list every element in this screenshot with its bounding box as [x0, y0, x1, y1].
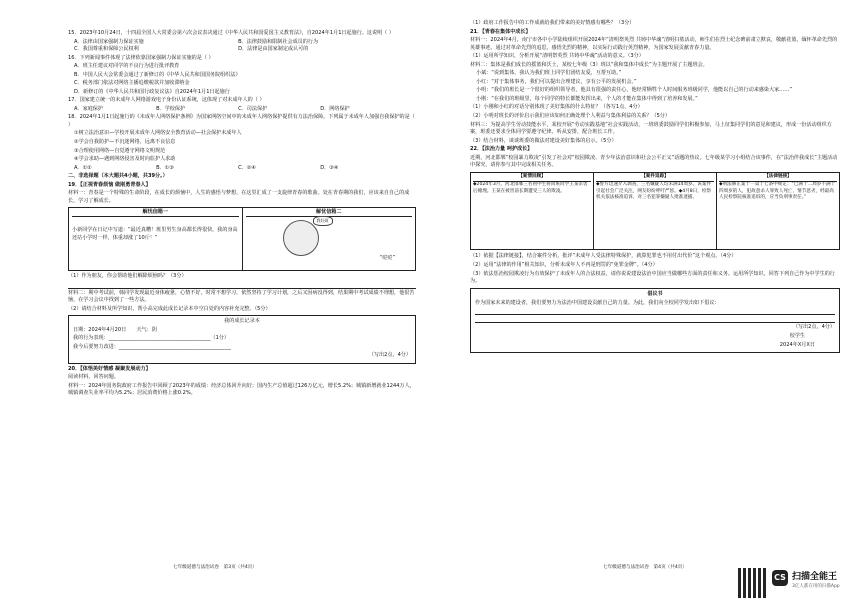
q18-option-b: B．①③ [156, 164, 174, 171]
q18-item-2: ②学会自我防护—不沉迷网络，远离不良信息 [74, 138, 176, 145]
acne-caption: “痘痘” [379, 254, 395, 261]
record-behavior: 我的行为表现：________________________________________（1分） [73, 335, 230, 342]
dialog-line: 小斌：“说到集体，我认为我们班上同学们团结友爱，互帮互助。” [476, 70, 622, 77]
q15-options [68, 39, 416, 54]
q18-option-d: D．③④ [320, 164, 339, 171]
q19-heading: 19．【正视青春烦恼 做刚勇青春人】 [68, 181, 151, 188]
case-table [470, 172, 840, 250]
growth-record [68, 315, 416, 364]
q19-sub1: （1）作为朋友，你会帮助他们解除烦恼吗？（3分） [68, 273, 187, 280]
advice-box-two [243, 208, 416, 270]
q15-option-a: A．法律由国家强制力保证实施 [74, 38, 144, 45]
q21-sub4: （3）结合材料，谈谈班委的做法对建设美好集体的启示。（5分） [470, 137, 617, 144]
record-behavior-score: （1分） [210, 335, 230, 342]
q16-option-a: A．班主任建议对同学的不良行为进行批评教育 [74, 63, 180, 70]
q19-material-two: 材料二：期中考试前，韩同学发现最近身体疲惫，心情不好，时常不想学习，依然坚持了学习计划，之后又因病没得到，结果期中考试成绩不理想，他很苦恼，在学习会议中找到了一些方法。 [68, 289, 415, 303]
advice-box-one [69, 208, 243, 270]
advice-box-two-title: 解忧信箱二 [246, 209, 413, 217]
dialog-line: 小明：“我们的班长是一个很好的组织领导者，他具有很强的责任心，他经常牺牲个人时间服务班级同学，他能以自己的行动来感染大家……” [476, 87, 793, 94]
q22-sub1: （1）依据【法律链接】，结合案件分析，批评“未成年人受法律特殊保护，就算犯罪也不用付出代价”这个观点。（4分） [470, 253, 737, 260]
dialog-line: 小刚：“在我们的班级里，每个同学的特长都能发挥出来，个人的才能在集体中得到了培养和发展。” [476, 95, 698, 102]
q17-option-d: D．网络保护 [320, 105, 350, 112]
q21-material-two: 材料二：集体是我们成长的摇篮和沃土，某校七年级（3）班以“我和集体中成长”为主题开展了主题班会。 [470, 61, 708, 68]
q21-material-one: 材料一：2024年4月，南宁市各中小学陆续组织开展2024年“清明祭英烈 共铸中华魂”清明扫墓活动，师生们在烈士纪念碑前肃立默哀，敬献花篮，缅怀革命先烈的英雄事迹。通过对革命先烈的追思，感悟先烈的精神，以实际行动践行英烈精神，为国家发展贡献青春力量。 [470, 37, 838, 51]
q18-option-c: C．②④ [238, 164, 256, 171]
law-link [717, 173, 839, 249]
record-date: 日期：2024年4月20日 [73, 326, 127, 333]
right-page [430, 0, 860, 608]
q18: 18．2024年1月1日起施行的《未成年人网络保护条例》为国家网络空间中的未成年人网络保护提供有力法治保障。下列属于未成年人加强自我保护的是（ ） [68, 114, 415, 128]
case-review-title: 【案情回顾】 [473, 174, 591, 182]
q17-option-b: B．学校保护 [156, 105, 186, 112]
q21-sub1: （1）运用所学知识，分析开展“清明祭英烈 共铸中华魂”活动的意义。（3分） [470, 53, 644, 60]
case-review [471, 173, 594, 249]
law-link-text: ◆刑法修正案十一第十七条中规定：“已满十二周岁不满十四周岁的人，犯故意杀人罪致人死亡，情节恶劣，经最高人民检察院核准追诉的，应当负刑事责任。” [719, 182, 836, 201]
speech-bubble: 我好烦 [313, 216, 333, 226]
q16: 16．下列新闻事件体现了法律依靠国家强制力保证实施的是（ ） [68, 54, 214, 61]
q22-sub3: （3）依法惩治校园欺凌行为有效保护了未成年人的合法权益，请你说说建设法治中国应当做哪些方面的责任和义务。运用所学知识，回答下列自己作为中学生的行为。 [470, 270, 835, 284]
q22-material: 近期，河北邯郸“校园暴力欺凌”引发了社会对“校园欺凌、青少年法治意识和社会公平正义”话题的热议。七年级某学习小组结合该事件，在“法治伴我成长”主题活动中探究，请你参与其中完成相关任务。 [470, 154, 838, 168]
q21-material-three: 材料三：为提高学生劳动技能水平，某校开展“劳动实践基地”社会实践活动，一班班委鼓励同学们积极参加，马上征集同学们的意见和建议，形成一份活动组织方案，班委还要求全体同学要遵守纪律、听从安排，配合班长工作。 [470, 121, 832, 135]
left-page-footer: 七年级道德与法治试卷 第3页（共4页） [173, 565, 257, 571]
q22-heading: 22．【法治力量 呵护成长】 [470, 146, 533, 153]
q19-material-one: 材料一：青春是一个特殊的生命阶段，在成长的烦恼中，人生的感悟与梦想，在这里汇成了一支旋律青春的歌曲。处在青春期的我们，应该来自自己的成长，学习了解成长。 [68, 190, 410, 204]
q16-option-d: D．新修订的《中华人民共和国行政复议法》自2024年1月1日起施行 [74, 88, 230, 95]
q20-sub1: （1）政府工作报告中的工作成就给我们带来的美好情感有哪些？（3分） [470, 20, 635, 26]
q17-option-a: A．家庭保护 [74, 105, 103, 112]
q18-item-1: ①树立法治意识—学校开展未成年人网络安全教育活动—社会保护未成年人 [74, 130, 242, 137]
q20-instruction: 阅读材料，回答问题。 [68, 374, 119, 381]
q22-sub2: （2）运用“法律的作用”相关知识，分析未成年人不再是刑罚的“免罪金牌”。（4分） [470, 261, 658, 268]
case-tracking-text: ◆警方迅速介入调查，三名嫌疑人均未满14周岁。该案件引起社会广泛关注，网友纷纷呼吁严惩。◆4月8日，检察机关依法核准追诉，对三名犯罪嫌疑人批准逮捕。 [596, 182, 712, 201]
q18-option-a: A．①② [74, 164, 92, 171]
qr-code-icon [738, 568, 768, 598]
advice-box-one-title: 解忧信箱一 [72, 209, 239, 217]
proposal-title: 倡议书 [647, 291, 663, 298]
advice-boxes [68, 207, 416, 271]
proposal-line[interactable] [475, 316, 835, 323]
q17: 17．国家建立统一的未成年人网络游戏电子身份认证系统，这体现了对未成年人的（ ） [68, 97, 265, 104]
proposal-date: 2024年X月X日 [779, 341, 815, 348]
record-improve-score: （写出2点，4分） [368, 352, 411, 359]
camscanner-name: 扫描全能王 [792, 572, 838, 582]
q19-sub2: （2）请结合材料及所学知识，帮小高完成此成长记录本中空白处的内容补充完整。（5分） [68, 305, 271, 312]
q21-heading: 21．【青春在集体中成长】 [470, 28, 531, 35]
q16-option-b: B．中国人民大会常委会通过了新修订的《中华人民共和国国务院组织法》 [74, 71, 241, 78]
proposal-score: （写出2点，4分） [792, 324, 835, 331]
camscanner-tagline: 3亿人都在用的扫描App [792, 584, 840, 589]
record-improve: 我今后要努力改进：____________________________________________ [73, 343, 231, 350]
q16-option-c: C．税务部门依法对网络主播追缴税款并加收滞纳金 [74, 80, 190, 87]
q15-option-b: B．法律鼓励和限制社会成员的行为 [238, 38, 319, 45]
q15: 15．2023年10月24日，十四届全国人大常委会第六次会议表决通过《中华人民共和国爱国主义教育法》，自2024年1月1日起施行。这说明（ ） [68, 30, 394, 36]
proposal-line[interactable] [475, 308, 835, 315]
q18-item-4: ④学会求助—遇到网络侵害及时向监护人求助 [74, 156, 176, 163]
growth-record-title: 我的成长记录本 [224, 317, 260, 324]
proposal-letter [470, 288, 840, 353]
girl-illustration [283, 220, 319, 256]
law-link-title: 【法律链接】 [719, 174, 837, 182]
camscanner-logo: CS [772, 570, 788, 586]
record-behavior-label: 我的行为表现： [73, 335, 109, 342]
q21-sub2: （1）小刚和小红的对话分别体现了美好集体的什么特征？（各写1点，4分） [470, 104, 643, 111]
case-tracking-title: 【案件追踪】 [596, 174, 714, 182]
record-improve-label: 我今后要努力改进： [73, 343, 119, 350]
case-tracking [594, 173, 717, 249]
answer-line[interactable] [68, 282, 416, 289]
case-review-text: ◆2024年3月，河北邯郸三名初中生将同班同学王某杀害后掩埋。王某在被害前长期遭受三人的欺凌。 [473, 182, 588, 194]
advice-box-one-text: 小新同学在日记中写道：“最近真糟！班里男生身高都长得很快，我的身高还站小学时一样，体重却涨了10斤！” [72, 227, 238, 241]
q15-option-c: C．我国尊重和保障公民权利 [74, 45, 139, 52]
proposal-signature: 校学生 [789, 332, 805, 339]
q17-option-c: C．司法保护 [238, 105, 268, 112]
dialog-line: 小红：“对于集体事务，我们可以提出合理建议，享有公平的发展机会。” [476, 78, 637, 85]
proposal-body: 作为国家未来的建设者，我们要努力为法治中国建设贡献自己的力量。为此，我们向全校同学发出如下倡议： [475, 299, 720, 306]
q18-options [68, 165, 416, 172]
q15-option-d: D．法律是由国家制定或认可的 [238, 45, 309, 52]
section-two-heading: 二、非选择题（本大题共4小题，共39分。） [68, 173, 168, 180]
q18-item-3: ③合理使用网络—自觉遵守网络文明规范 [74, 147, 166, 154]
q21-sub3: （2）小明对班长的评价启示我们应该如何正确处理个人利益与集体利益的关系？（5分） [470, 113, 671, 119]
q20-heading: 20．【体悟美好情感 凝聚发展动力】 [68, 365, 151, 372]
q17-options [68, 106, 416, 113]
growth-record-meta [73, 327, 411, 334]
record-weather: 天气：阴 [136, 326, 157, 333]
q20-material: 材料一：2024年国务院政府工作报告中回顾了2023年的成绩：经济总体回升向好；国内生产总值超过126万亿元，增长5.2%；城镇新增就业1244万人，城镇调查失业率平均为5.2%；居民消费价格上涨0.2%。 [68, 382, 415, 397]
right-page-footer: 七年级道德与法治试卷 第4页（共4页） [603, 565, 687, 571]
